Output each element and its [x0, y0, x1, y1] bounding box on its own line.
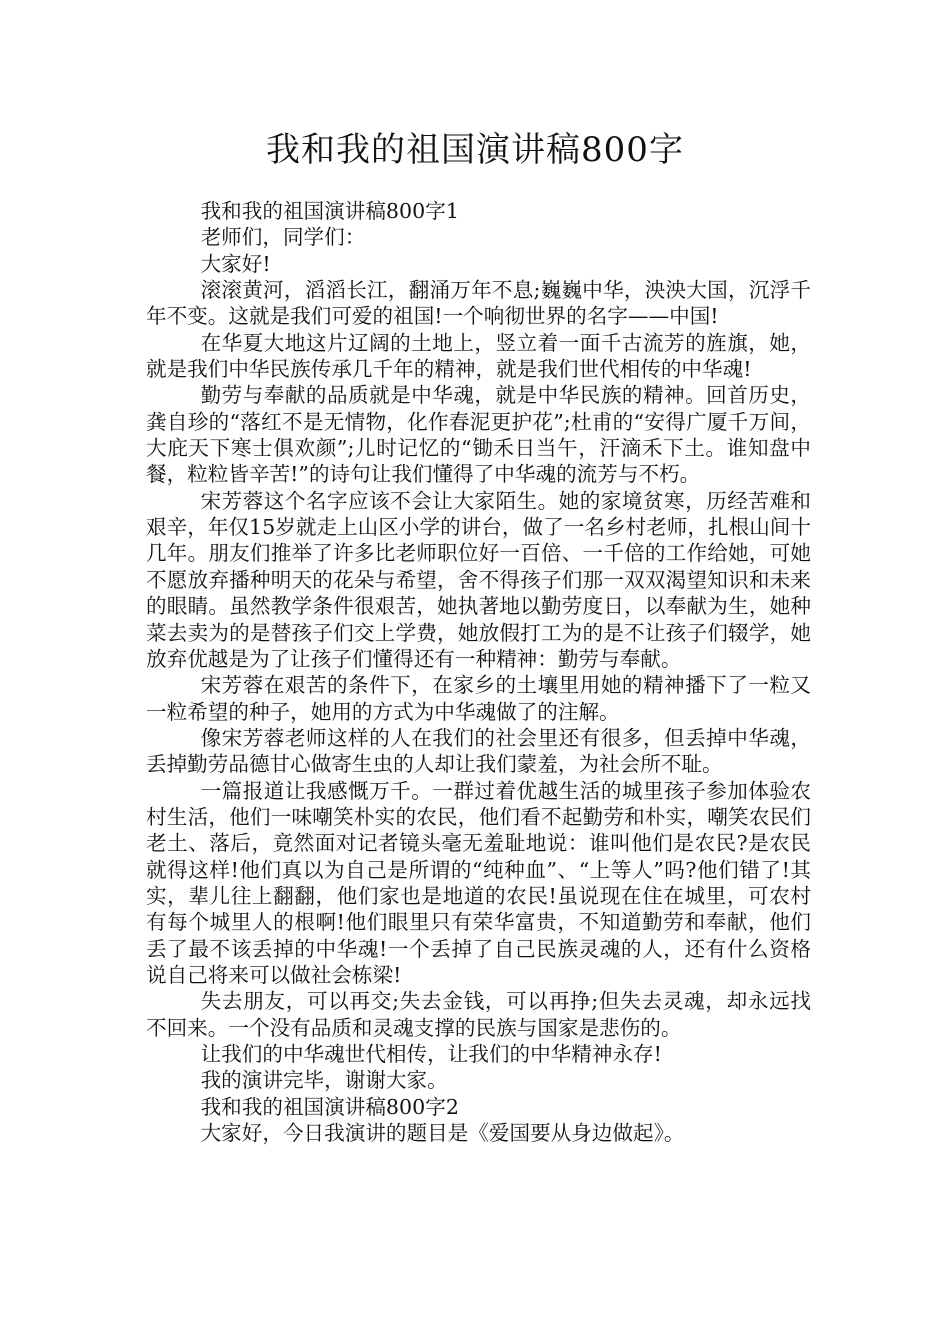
salutation-paragraph: 老师们，同学们： [200, 225, 366, 250]
body-paragraph: 勤劳与奉献的品质就是中华魂，就是中华民族的精神。回首历史，龚自珍的“落红不是无情物，化作春泥更护花”;杜甫的“安得广厦千万间，大庇天下寒士俱欢颜”;儿时记忆的“锄禾日当午，汗滴禾下土。谁知盘中餐，粒粒皆辛苦!”的诗句让我们懂得了中华魂的流芳与不朽。 [146, 383, 811, 487]
subheading-speech-2: 我和我的祖国演讲稿800字2 [200, 1094, 459, 1119]
body-paragraph: 宋芳蓉在艰苦的条件下，在家乡的土壤里用她的精神播下了一粒又一粒希望的种子，她用的方式为中华魂做了的注解。 [146, 673, 811, 724]
closing-paragraph: 我的演讲完毕，谢谢大家。 [200, 1068, 448, 1093]
body-paragraph: 大家好，今日我演讲的题目是《爱国要从身边做起》。 [200, 1121, 685, 1146]
body-paragraph: 宋芳蓉这个名字应该不会让大家陌生。她的家境贫寒，历经苦难和艰辛，年仅15岁就走上山区小学的讲台，做了一名乡村老师，扎根山间十几年。朋友们推举了许多比老师职位好一百倍、一千倍的工作给她，可她不愿放弃播种明天的花朵与希望，舍不得孩子们那一双双渴望知识和未来的眼睛。虽然教学条件很艰苦，她执著地以勤劳度日，以奉献为生，她种菜去卖为的是替孩子们交上学费，她放假打工为的是不让孩子们辍学，她放弃优越是为了让孩子们懂得还有一种精神：勤劳与奉献。 [146, 488, 811, 671]
body-paragraph: 滚滚黄河，滔滔长江，翻涌万年不息;巍巍中华，泱泱大国，沉浮千年不变。这就是我们可爱的祖国!一个响彻世界的名字——中国! [146, 278, 811, 329]
body-paragraph: 让我们的中华魂世代相传，让我们的中华精神永存! [200, 1042, 662, 1066]
greeting-paragraph: 大家好! [200, 251, 271, 276]
body-paragraph: 在华夏大地这片辽阔的土地上，竖立着一面千古流芳的旌旗，她，就是我们中华民族传承几千年的精神，就是我们世代相传的中华魂! [146, 330, 811, 382]
body-paragraph: 失去朋友，可以再交;失去金钱，可以再挣;但失去灵魂，却永远找不回来。一个没有品质和灵魂支撑的民族与国家是悲伤的。 [146, 989, 811, 1040]
body-paragraph: 像宋芳蓉老师这样的人在我们的社会里还有很多，但丢掉中华魂，丢掉勤劳品德甘心做寄生虫的人却让我们蒙羞，为社会所不耻。 [146, 725, 811, 777]
document-title: 我和我的祖国演讲稿800字 [266, 130, 684, 170]
subheading-speech-1: 我和我的祖国演讲稿800字1 [200, 199, 459, 223]
body-paragraph: 一篇报道让我感慨万千。一群过着优越生活的城里孩子参加体验农村生活，他们一味嘲笑朴实的农民，他们看不起勤劳和朴实，嘲笑农民们老土、落后，竟然面对记者镜头毫无羞耻地说：谁叫他们是农民?是农民就得这样!他们真以为自己是所谓的“纯种血”、“上等人”吗?他们错了!其实，辈儿往上翻翻，他们家也是地道的农民!虽说现在住在城里，可农村有每个城里人的根啊!他们眼里只有荣华富贵，不知道勤劳和奉献，他们丢了最不该丢掉的中华魂!一个丢掉了自己民族灵魂的人，还有什么资格说自己将来可以做社会栋梁! [146, 778, 811, 987]
document-body [146, 198, 811, 1146]
